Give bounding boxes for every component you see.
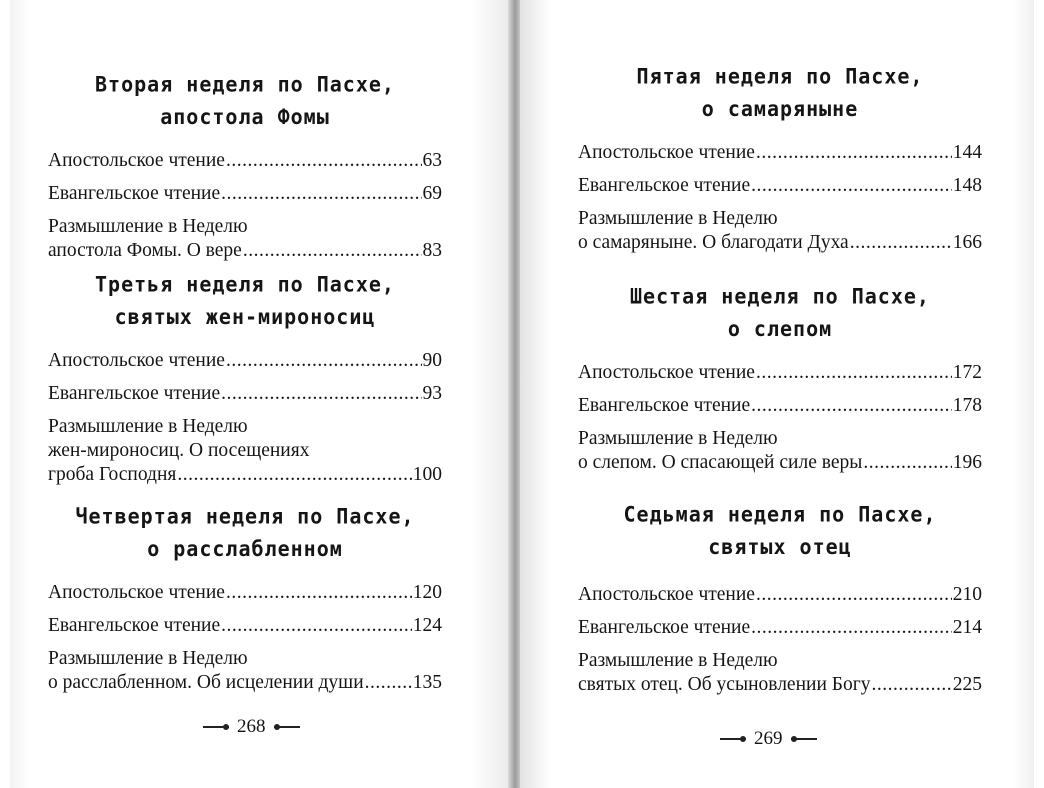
folio-ornament-right bbox=[791, 738, 817, 740]
entry-title: о слепом. О спасающей силе веры bbox=[578, 452, 863, 473]
page-number: 144 bbox=[952, 142, 982, 163]
toc-entry[interactable] bbox=[578, 174, 982, 198]
dot-leader bbox=[221, 182, 421, 206]
dot-leader bbox=[751, 616, 952, 640]
entry-title: апостола Фомы. О вере bbox=[48, 240, 242, 261]
dot-leader bbox=[177, 463, 411, 487]
toc-section bbox=[578, 62, 982, 255]
toc-entry[interactable] bbox=[578, 141, 982, 165]
page-number: 196 bbox=[952, 452, 982, 473]
page-number: 63 bbox=[422, 150, 442, 171]
section-heading bbox=[48, 500, 442, 565]
dot-leader bbox=[751, 174, 952, 198]
entry-title: Размышление в Неделю bbox=[48, 648, 248, 669]
section-heading bbox=[578, 60, 982, 125]
toc-entry[interactable] bbox=[48, 349, 442, 373]
heading-line: Четвертая неделя по Пасхе, bbox=[75, 503, 415, 529]
entry-title: Размышление в Неделю bbox=[48, 216, 248, 237]
dot-leader bbox=[756, 361, 952, 385]
heading-line: святых жен-мироносиц bbox=[114, 304, 376, 330]
toc-entry[interactable] bbox=[578, 583, 982, 607]
dot-leader bbox=[226, 149, 422, 173]
toc-section bbox=[578, 282, 982, 475]
section-heading bbox=[48, 268, 442, 333]
page-number: 135 bbox=[412, 672, 442, 693]
section-heading bbox=[578, 280, 982, 345]
entry-title: Евангельское чтение bbox=[578, 175, 751, 196]
toc-entry[interactable] bbox=[48, 182, 442, 206]
entry-title: Евангельское чтение bbox=[578, 395, 751, 416]
dot-leader bbox=[226, 581, 412, 605]
entry-title: Размышление в Неделю bbox=[48, 416, 248, 437]
dot-leader bbox=[756, 141, 952, 165]
page-number: 90 bbox=[422, 350, 442, 371]
dot-leader bbox=[365, 671, 412, 695]
toc-entry[interactable] bbox=[48, 415, 442, 487]
dot-leader bbox=[863, 451, 951, 475]
toc-entry[interactable] bbox=[48, 614, 442, 638]
page-number: 172 bbox=[952, 362, 982, 383]
heading-line: Вторая неделя по Пасхе, bbox=[95, 71, 395, 97]
page-number: 178 bbox=[952, 395, 982, 416]
page-number: 148 bbox=[952, 175, 982, 196]
page-number: 166 bbox=[952, 232, 982, 253]
toc-entry[interactable] bbox=[48, 215, 442, 263]
dot-leader bbox=[756, 583, 952, 607]
heading-line: Седьмая неделя по Пасхе, bbox=[623, 501, 937, 527]
toc-entry[interactable] bbox=[578, 394, 982, 418]
folio-number: 269 bbox=[754, 728, 783, 749]
section-heading bbox=[578, 498, 982, 563]
left-page bbox=[10, 0, 510, 788]
heading-line: Пятая неделя по Пасхе, bbox=[636, 63, 924, 89]
page-number: 210 bbox=[952, 584, 982, 605]
heading-line: святых отец bbox=[708, 534, 852, 560]
entry-title: о самаряныне. О благодати Духа bbox=[578, 232, 849, 253]
heading-line: апостола Фомы bbox=[160, 104, 330, 130]
toc-section bbox=[48, 270, 442, 487]
entry-title: Апостольское чтение bbox=[578, 584, 755, 605]
folio-number: 268 bbox=[237, 716, 266, 737]
entry-title: жен-мироносиц. О посещениях bbox=[48, 440, 310, 461]
page-number: 124 bbox=[412, 615, 442, 636]
page-folio bbox=[203, 716, 300, 738]
heading-line: о самаряныне bbox=[701, 96, 859, 122]
page-folio bbox=[720, 728, 817, 750]
entry-title: Евангельское чтение bbox=[48, 183, 221, 204]
entry-title: Размышление в Неделю bbox=[578, 428, 778, 449]
toc-section bbox=[48, 70, 442, 263]
dot-leader bbox=[243, 239, 422, 263]
toc-entry[interactable] bbox=[48, 647, 442, 695]
heading-line: Третья неделя по Пасхе, bbox=[95, 271, 395, 297]
heading-line: о расслабленном bbox=[147, 536, 343, 562]
toc-entry[interactable] bbox=[48, 149, 442, 173]
toc-entry[interactable] bbox=[48, 581, 442, 605]
entry-title: Апостольское чтение bbox=[578, 142, 755, 163]
dot-leader bbox=[221, 382, 421, 406]
entry-title: Евангельское чтение bbox=[48, 615, 221, 636]
entry-title: о расслабленном. Об исцелении души bbox=[48, 672, 364, 693]
heading-line: о слепом bbox=[727, 316, 833, 342]
toc-entry[interactable] bbox=[48, 382, 442, 406]
page-number: 100 bbox=[412, 464, 442, 485]
page-number: 93 bbox=[422, 383, 442, 404]
toc-section bbox=[48, 502, 442, 695]
entry-title: гроба Господня bbox=[48, 464, 177, 485]
toc-entry[interactable] bbox=[578, 427, 982, 475]
dot-leader bbox=[221, 614, 412, 638]
page-number: 83 bbox=[422, 240, 442, 261]
dot-leader bbox=[850, 231, 952, 255]
entry-title: Евангельское чтение bbox=[578, 617, 751, 638]
page-number: 214 bbox=[952, 617, 982, 638]
entry-title: Евангельское чтение bbox=[48, 383, 221, 404]
section-heading bbox=[48, 68, 442, 133]
toc-entry[interactable] bbox=[578, 616, 982, 640]
entry-title: Апостольское чтение bbox=[48, 150, 225, 171]
folio-ornament-left bbox=[720, 738, 746, 740]
entry-title: Апостольское чтение bbox=[578, 362, 755, 383]
folio-ornament-left bbox=[203, 726, 229, 728]
entry-title: Размышление в Неделю bbox=[578, 650, 778, 671]
page-number: 69 bbox=[422, 183, 442, 204]
dot-leader bbox=[871, 673, 951, 697]
entry-title: Апостольское чтение bbox=[48, 350, 225, 371]
right-page bbox=[520, 0, 1034, 788]
entry-title: Апостольское чтение bbox=[48, 582, 225, 603]
entry-title: святых отец. Об усыновлении Богу bbox=[578, 674, 871, 695]
page-number: 120 bbox=[412, 582, 442, 603]
toc-entry[interactable] bbox=[578, 361, 982, 385]
heading-line: Шестая неделя по Пасхе, bbox=[630, 283, 930, 309]
folio-ornament-right bbox=[274, 726, 300, 728]
toc-entry[interactable] bbox=[578, 649, 982, 697]
dot-leader bbox=[226, 349, 422, 373]
toc-entry[interactable] bbox=[578, 207, 982, 255]
page-number: 225 bbox=[952, 674, 982, 695]
entry-title: Размышление в Неделю bbox=[578, 208, 778, 229]
dot-leader bbox=[751, 394, 952, 418]
toc-section bbox=[578, 500, 982, 697]
